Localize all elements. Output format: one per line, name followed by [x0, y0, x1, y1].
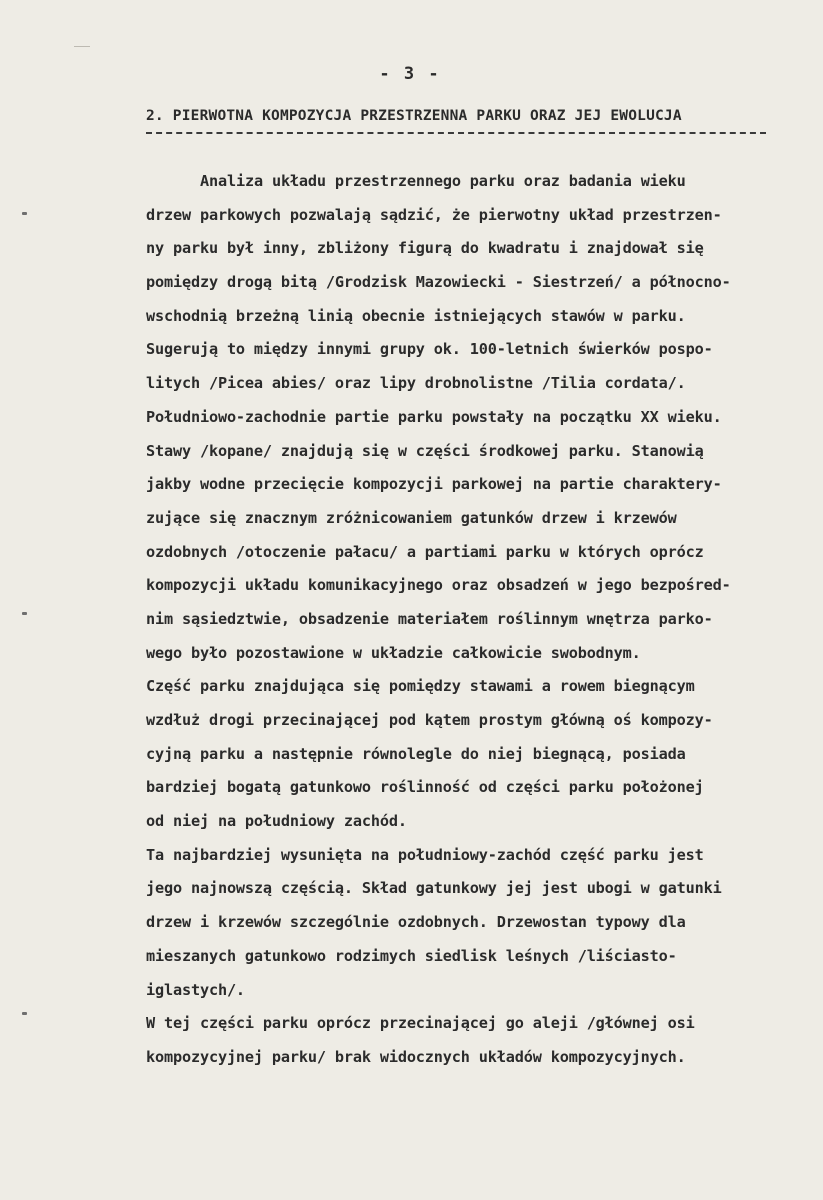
text-line: od niej na południowy zachód.	[146, 812, 407, 831]
text-line: W tej części parku oprócz przecinającej go aleji /głównej osi	[146, 1014, 695, 1033]
text-line: drzew parkowych pozwalają sądzić, że pierwotny układ przestrzen-	[146, 205, 722, 224]
text-line: Część parku znajdująca się pomiędzy stawami a rowem biegnącym	[146, 677, 695, 696]
text-line: zujące się znacznym zróżnicowaniem gatunków drzew i krzewów	[146, 508, 677, 527]
text-line: jakby wodne przecięcie kompozycji parkowej na partie charaktery-	[146, 475, 722, 494]
text-line: drzew i krzewów szczególnie ozdobnych. Drzewostan typowy dla	[146, 913, 686, 932]
text-line: litych /Picea abies/ oraz lipy drobnolistne /Tilia cordata/.	[146, 374, 686, 393]
text-line: kompozycji układu komunikacyjnego oraz obsadzeń w jego bezpośred-	[146, 576, 731, 595]
text-line: Ta najbardziej wysunięta na południowy-zachód część parku jest	[146, 845, 704, 864]
heading-underline	[146, 132, 766, 134]
text-line: Stawy /kopane/ znajdują się w części środkowej parku. Stanowią	[146, 441, 704, 460]
text-line: jego najnowszą częścią. Skład gatunkowy jej jest ubogi w gatunki	[146, 879, 722, 898]
text-line: wschodnią brzeżną linią obecnie istniejących stawów w parku.	[146, 306, 686, 325]
text-line: Południowo-zachodnie partie parku powstały na początku XX wieku.	[146, 407, 722, 426]
text-line: cyjną parku a następnie równolegle do niej biegnącą, posiada	[146, 744, 686, 763]
text-line: kompozycyjnej parku/ brak widocznych układów kompozycyjnych.	[146, 1047, 686, 1066]
text-line: bardziej bogatą gatunkowo roślinność od części parku położonej	[146, 778, 704, 797]
section-heading: 2. PIERWOTNA KOMPOZYCJA PRZESTRZENNA PARKU ORAZ JEJ EWOLUCJA	[146, 108, 682, 124]
text-line: Sugerują to między innymi grupy ok. 100-letnich świerków pospo-	[146, 340, 713, 359]
text-line: ozdobnych /otoczenie pałacu/ a partiami parku w których oprócz	[146, 542, 704, 561]
text-line: Analiza układu przestrzennego parku oraz badania wieku	[200, 172, 686, 190]
text-line: mieszanych gatunkowo rodzimych siedlisk leśnych /liściasto-	[146, 946, 677, 965]
text-line: wzdłuż drogi przecinającej pod kątem prostym główną oś kompozy-	[146, 711, 713, 729]
body-text	[146, 165, 818, 1075]
text-line: nim sąsiedztwie, obsadzenie materiałem roślinnym wnętrza parko-	[146, 609, 713, 628]
text-line: iglastych/.	[146, 980, 245, 999]
margin-mark	[22, 1012, 27, 1015]
text-line: pomiędzy drogą bitą /Grodzisk Mazowiecki - Siestrzeń/ a północno-	[146, 273, 731, 292]
text-line: wego było pozostawione w układzie całkowicie swobodnym.	[146, 643, 641, 662]
text-line: ny parku był inny, zbliżony figurą do kwadratu i znajdował się	[146, 239, 704, 258]
margin-mark	[22, 612, 27, 615]
corner-mark	[74, 46, 90, 47]
page-number: - 3 -	[379, 64, 441, 84]
margin-mark	[22, 212, 27, 215]
